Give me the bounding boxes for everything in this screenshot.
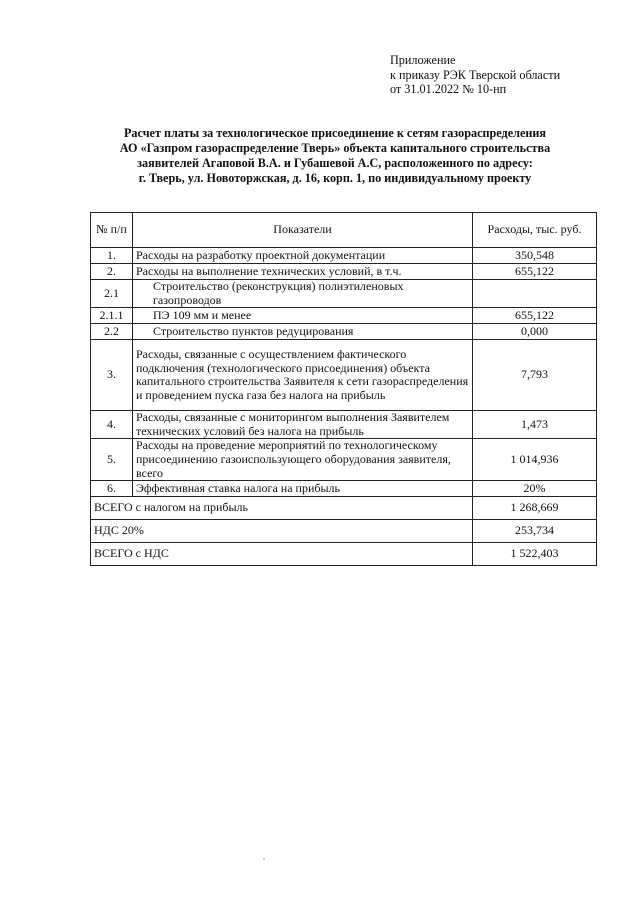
table-row	[91, 308, 597, 324]
row-num: 2.	[91, 264, 133, 280]
table-row	[91, 280, 597, 308]
table-header-row	[91, 213, 597, 248]
header-num: № п/п	[91, 213, 133, 248]
table-row	[91, 324, 597, 340]
table-row	[91, 340, 597, 411]
vat-cost: 253,734	[473, 520, 597, 543]
total-with-vat-cost: 1 522,403	[473, 543, 597, 566]
vat-label: НДС 20%	[91, 520, 473, 543]
total-row	[91, 497, 597, 520]
header-cost: Расходы, тыс. руб.	[473, 213, 597, 248]
total-cost: 1 268,669	[473, 497, 597, 520]
row-cost: 0,000	[473, 324, 597, 340]
row-cost	[473, 280, 597, 308]
row-cost: 655,122	[473, 264, 597, 280]
row-cost: 7,793	[473, 340, 597, 411]
scan-speck	[263, 858, 265, 860]
total-with-vat-row	[91, 543, 597, 566]
title-line-2: АО «Газпром газораспределение Тверь» объекта капитального строительства	[119, 141, 551, 155]
row-indicator: Расходы, связанные с осуществлением фактического подключения (технологического присоединения) объекта капитального строительства Заявителя к сети газораспределения и проведением пуска газа без налога на прибыль	[133, 340, 473, 411]
total-with-vat-label: ВСЕГО с НДС	[91, 543, 473, 566]
row-indicator: Расходы на проведение мероприятий по технологическому присоединению газоиспользующего оборудования заявителя, всего	[133, 439, 473, 481]
row-indicator: Расходы, связанные с мониторингом выполнения Заявителем технических условий без налога на прибыль	[133, 411, 473, 439]
row-num: 4.	[91, 411, 133, 439]
appendix-line-2: к приказу РЭК Тверской области	[390, 67, 561, 82]
cost-table	[90, 212, 597, 566]
row-num: 2.1	[91, 280, 133, 308]
row-num: 3.	[91, 340, 133, 411]
row-indicator: Расходы на выполнение технических условий, в т.ч.	[133, 264, 473, 280]
row-num: 6.	[91, 481, 133, 497]
title-line-4: г. Тверь, ул. Новоторжская, д. 16, корп. 1, по индивидуальному проекту	[138, 171, 532, 185]
row-num: 2.2	[91, 324, 133, 340]
row-indicator: Эффективная ставка налога на прибыль	[133, 481, 473, 497]
row-indicator: ПЭ 109 мм и менее	[133, 308, 473, 324]
row-cost: 350,548	[473, 248, 597, 264]
table-row	[91, 439, 597, 481]
row-num: 1.	[91, 248, 133, 264]
title-line-3: заявителей Агаповой В.А. и Губашевой А.С, расположенного по адресу:	[137, 156, 533, 170]
appendix-line-1: Приложение	[390, 53, 456, 67]
title-line-1: Расчет платы за технологическое присоединение к сетям газораспределения	[123, 126, 547, 140]
row-indicator: Строительство (реконструкция) полиэтиленовых газопроводов	[133, 280, 473, 308]
table-row	[91, 264, 597, 280]
row-num: 5.	[91, 439, 133, 481]
appendix-line-3: от 31.01.2022 № 10-нп	[390, 82, 507, 96]
appendix-note	[390, 53, 560, 97]
table-row	[91, 481, 597, 497]
row-cost: 20%	[473, 481, 597, 497]
header-indicator: Показатели	[133, 213, 473, 248]
row-num: 2.1.1	[91, 308, 133, 324]
total-label: ВСЕГО с налогом на прибыль	[91, 497, 473, 520]
row-indicator: Строительство пунктов редуцирования	[133, 324, 473, 340]
document-title	[90, 126, 580, 186]
table-row	[91, 411, 597, 439]
row-cost: 1 014,936	[473, 439, 597, 481]
vat-row	[91, 520, 597, 543]
table-row	[91, 248, 597, 264]
row-cost: 1,473	[473, 411, 597, 439]
row-indicator: Расходы на разработку проектной документации	[133, 248, 473, 264]
row-cost: 655,122	[473, 308, 597, 324]
